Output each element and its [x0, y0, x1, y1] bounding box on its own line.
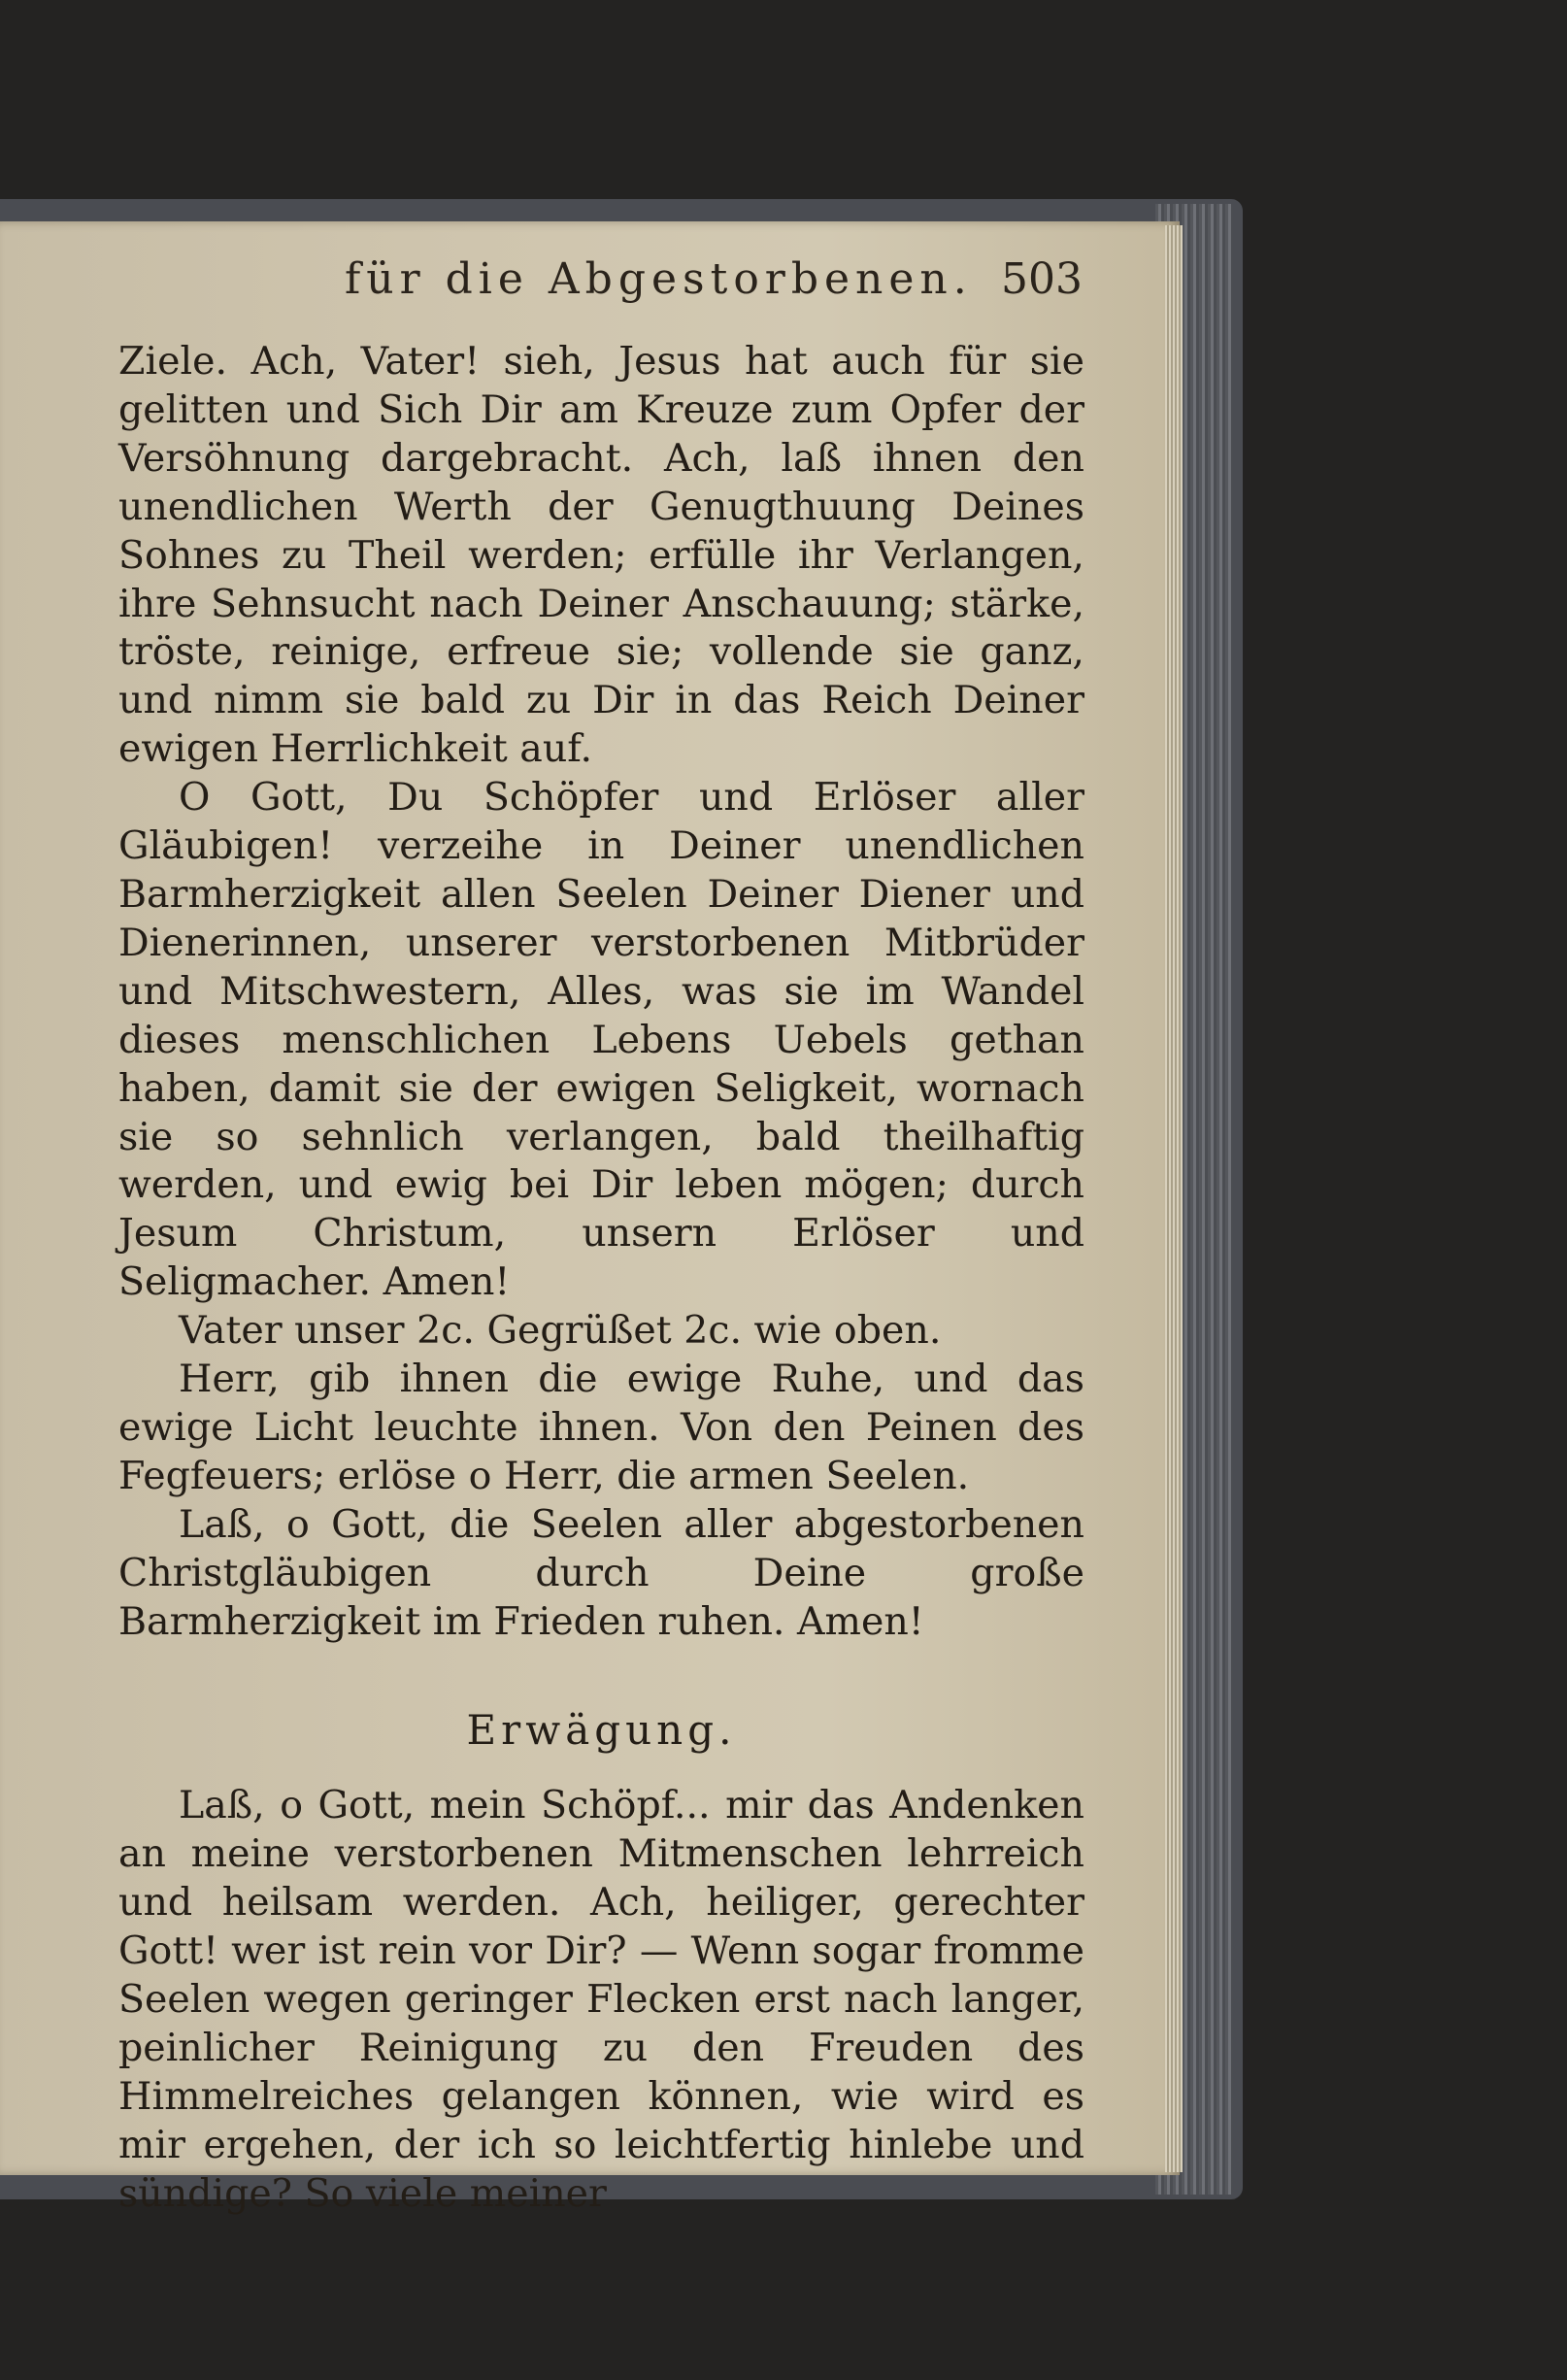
paragraph: Laß, o Gott, mein Schöpf... mir das Andenken an meine verstorbenen Mitmenschen lehrreich und heilsam werden. Ach, heiliger, gerechter Gott! wer ist rein vor Dir? — Wenn sogar fromme Seelen wegen geringer Flecken erst nach langer, peinlicher Reinigung zu den Freuden des Himmelreiches gelangen können, wie wird es mir ergehen, der ich so leichtfertig hinlebe und sündige? So viele meiner: [118, 1783, 1084, 2216]
paragraph: Laß, o Gott, die Seelen aller abgestorbenen Christgläubigen durch Deine große Barmherzigkeit im Frieden ruhen. Amen!: [118, 1501, 1084, 1644]
paragraph: Vater unser 2c. Gegrüßet 2c. wie oben.: [179, 1308, 942, 1354]
paragraph: O Gott, Du Schöpfer und Erlöser aller Gläubigen! verzeihe in Deiner unendlichen Barmherzigkeit allen Seelen Deiner Diener und Dienerinnen, unserer verstorbenen Mitbrüder und Mitschwestern, Alles, was sie im Wandel dieses menschlichen Lebens Uebels gethan haben, damit sie der ewigen Seligkeit, wornach sie so sehnlich verlangen, bald theilhaftig werden, und ewig bei Dir leben mögen; durch Jesum Christum, unsern Erlöser und Seligmacher. Amen!: [118, 775, 1084, 1305]
page-header: [345, 254, 1083, 313]
running-head: für die Abgestorbenen.: [345, 254, 973, 304]
paragraph: Ziele. Ach, Vater! sieh, Jesus hat auch für sie gelitten und Sich Dir am Kreuze zum Opfer der Versöhnung dargebracht. Ach, laß ihnen den unendlichen Werth der Genugthuung Deines Sohnes zu Theil werden; erfülle ihr Verlangen, ihre Sehnsucht nach Deiner Anschauung; stärke, tröste, reinige, erfreue sie; vollende sie ganz, und nimm sie bald zu Dir in das Reich Deiner ewigen Herrlichkeit auf.: [118, 339, 1084, 772]
page-number: 503: [1001, 254, 1083, 304]
page-text: [118, 338, 1084, 2219]
section-heading: Erwägung.: [466, 1706, 737, 1755]
paragraph: Herr, gib ihnen die ewige Ruhe, und das ewige Licht leuchte ihnen. Von den Peinen des Fegfeuers; erlöse o Herr, die armen Seelen.: [118, 1357, 1084, 1498]
page-edges: [1165, 225, 1183, 2172]
